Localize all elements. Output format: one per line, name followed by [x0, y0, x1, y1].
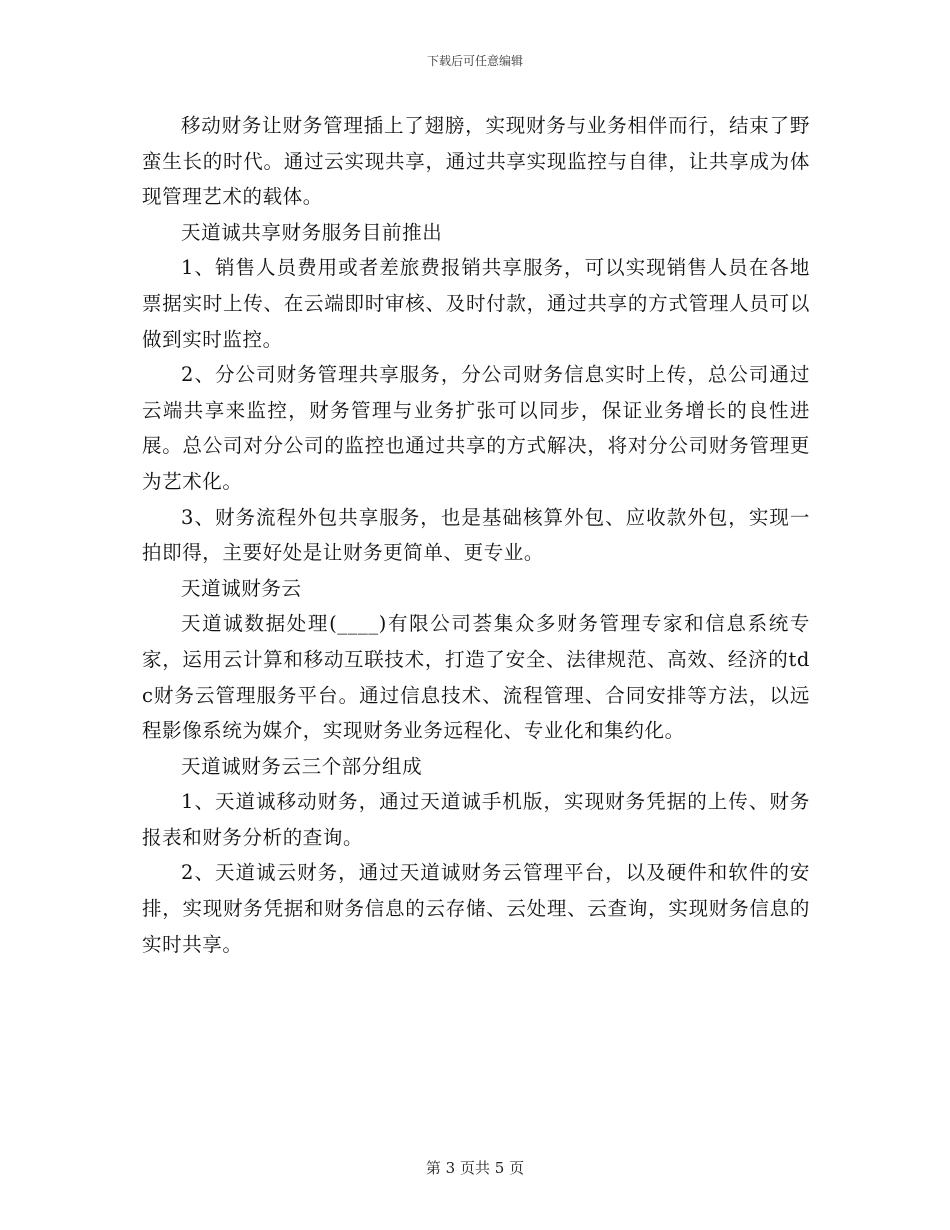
page-number-footer: 第 3 页共 5 页 — [425, 1159, 525, 1177]
paragraph-shared-services-heading: 天道诚共享财务服务目前推出 — [181, 220, 443, 244]
paragraph-item-2: 2、分公司财务管理共享服务，分公司财务信息实时上传，总公司通过云端共享来监控，财务管理与业务扩张可以同步，保证业务增长的良性进展。总公司对分公司的监控也通过共享的方式解决，将对分公司财务管理更为艺术化。 — [142, 363, 810, 493]
paragraph-finance-cloud-heading: 天道诚财务云 — [181, 576, 302, 600]
paragraph-intro: 移动财务让财务管理插上了翅膀，实现财务与业务相伴而行，结束了野蛮生长的时代。通过云实现共享，通过共享实现监控与自律，让共享成为体现管理艺术的载体。 — [142, 114, 810, 209]
paragraph-component-1: 1、天道诚移动财务，通过天道诚手机版，实现财务凭据的上传、财务报表和财务分析的查询。 — [142, 790, 810, 849]
paragraph-components-heading: 天道诚财务云三个部分组成 — [181, 754, 423, 778]
paragraph-component-2: 2、天道诚云财务，通过天道诚财务云管理平台，以及硬件和软件的安排，实现财务凭据和财务信息的云存储、云处理、云查询，实现财务信息的实时共享。 — [142, 861, 810, 956]
paragraph-finance-cloud-body: 天道诚数据处理(____)有限公司荟集众多财务管理专家和信息系统专家，运用云计算和移动互联技术，打造了安全、法律规范、高效、经济的tdc财务云管理服务平台。通过信息技术、流程管理、合同安排等方法，以远程影像系统为媒介，实现财务业务远程化、专业化和集约化。 — [142, 612, 810, 743]
paragraph-item-3: 3、财务流程外包共享服务，也是基础核算外包、应收款外包，实现一拍即得，主要好处是让财务更简单、更专业。 — [142, 505, 810, 565]
paragraph-item-1: 1、销售人员费用或者差旅费报销共享服务，可以实现销售人员在各地票据实时上传、在云端即时审核、及时付款，通过共享的方式管理人员可以做到实时监控。 — [142, 256, 810, 351]
document-body — [142, 108, 810, 962]
page-header: 下载后可任意编辑 — [426, 54, 523, 68]
